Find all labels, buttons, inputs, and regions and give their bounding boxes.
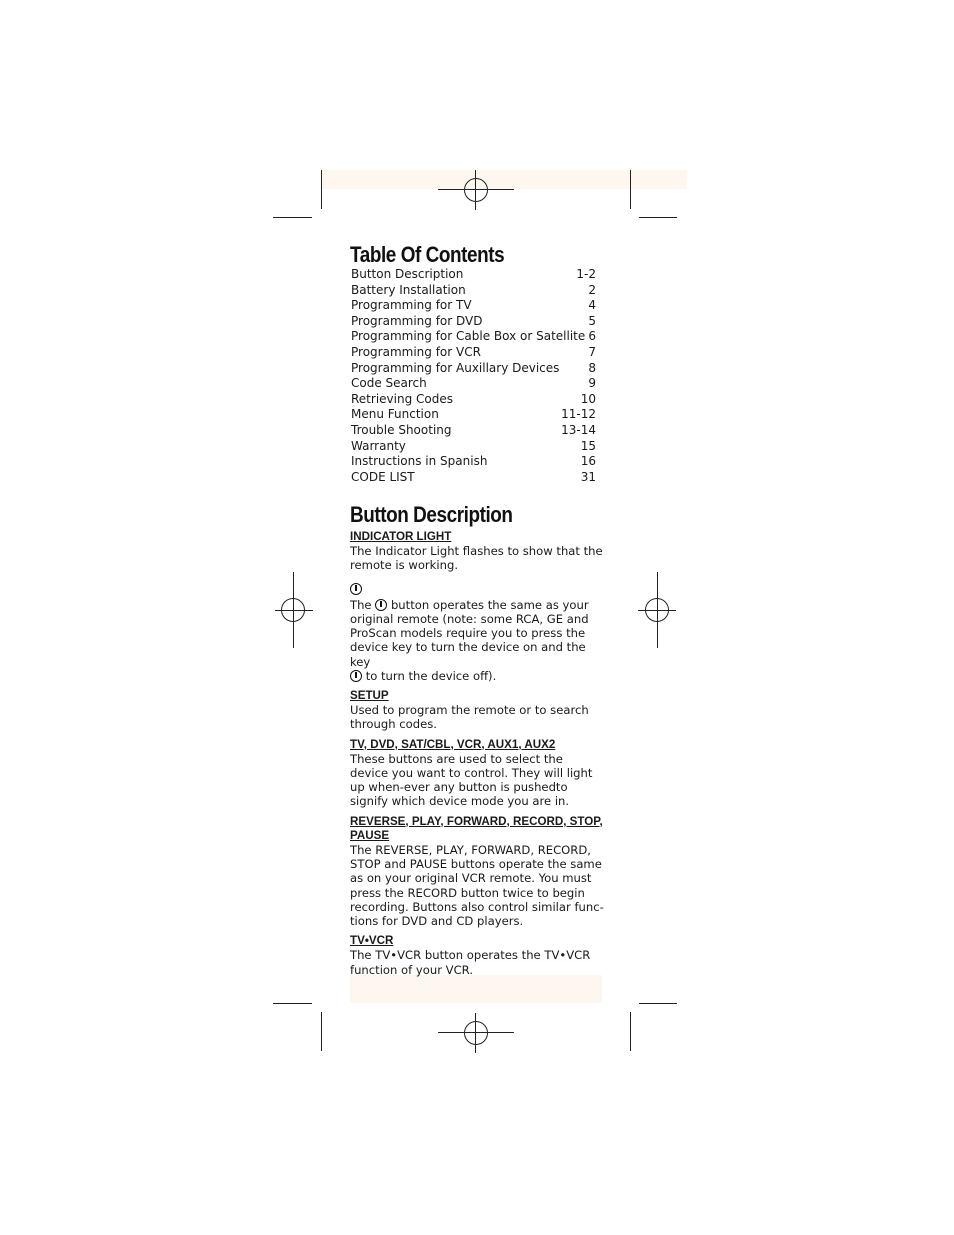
toc-label: Code Search bbox=[351, 376, 427, 391]
toc-page-number: 1-2 bbox=[576, 267, 596, 281]
toc-label: Programming for DVD bbox=[351, 313, 483, 328]
toc-page-number: 2 bbox=[588, 282, 596, 297]
transport-text: The REVERSE, PLAY, FORWARD, RECORD, STOP and PAUSE buttons operate the same as on your original VCR remote. You must press the RECORD button twice to begin recording. Buttons also control similar func-tions for DVD and CD players. bbox=[350, 843, 604, 929]
toc-row bbox=[350, 376, 596, 392]
toc-row bbox=[350, 470, 596, 486]
crop-mark bbox=[273, 217, 312, 218]
crop-mark bbox=[273, 1003, 312, 1004]
toc-label: Retrieving Codes bbox=[351, 391, 453, 406]
toc-list bbox=[350, 267, 596, 485]
toc-page-number: 7 bbox=[588, 344, 596, 359]
toc-label: Instructions in Spanish bbox=[351, 454, 488, 469]
toc-page-number: 13-14 bbox=[561, 422, 596, 437]
transport-heading: REVERSE, PLAY, FORWARD, RECORD, STOP, PAUSE bbox=[350, 814, 603, 842]
toc-label: Trouble Shooting bbox=[351, 422, 452, 437]
toc-row bbox=[350, 423, 596, 439]
toc-page-number: 10 bbox=[580, 391, 596, 406]
toc-page-number: 16 bbox=[580, 454, 596, 469]
toc-row bbox=[350, 329, 596, 345]
power-heading-icon bbox=[350, 583, 362, 595]
toc-row bbox=[350, 298, 596, 314]
crop-mark bbox=[321, 1012, 322, 1051]
toc-row bbox=[350, 439, 596, 455]
toc-page-number: 5 bbox=[588, 313, 596, 328]
crop-mark bbox=[639, 217, 677, 218]
toc-label: Programming for Auxillary Devices bbox=[351, 360, 560, 375]
toc-page-number: 8 bbox=[588, 360, 596, 375]
toc-label: Warranty bbox=[351, 438, 406, 453]
registration-mark-icon bbox=[638, 572, 676, 648]
power-icon bbox=[350, 670, 362, 682]
setup-heading: SETUP bbox=[350, 689, 389, 703]
bottom-tint-band bbox=[350, 975, 602, 1003]
toc-row bbox=[350, 314, 596, 330]
toc-row bbox=[350, 361, 596, 377]
tvvcr-text: The TV•VCR button operates the TV•VCR function of your VCR. bbox=[350, 948, 591, 977]
device-heading: TV, DVD, SAT/CBL, VCR, AUX1, AUX2 bbox=[350, 737, 556, 751]
power-icon bbox=[375, 599, 387, 611]
toc-label: Menu Function bbox=[351, 407, 439, 422]
tvvcr-heading: TV•VCR bbox=[350, 934, 394, 948]
toc-label: CODE LIST bbox=[351, 469, 415, 484]
registration-mark-icon bbox=[438, 1013, 514, 1053]
toc-label: Programming for TV bbox=[351, 298, 472, 313]
indicator-heading: INDICATOR LIGHT bbox=[350, 530, 452, 543]
toc-label: Programming for Cable Box or Satellite bbox=[351, 329, 586, 344]
toc-row bbox=[350, 454, 596, 470]
crop-mark bbox=[321, 170, 322, 209]
registration-mark-icon bbox=[275, 572, 313, 648]
toc-title: Table Of Contents bbox=[350, 242, 505, 267]
toc-label: Button Description bbox=[351, 267, 464, 281]
crop-mark bbox=[630, 1012, 631, 1051]
device-text: These buttons are used to select the device you want to control. They will light up when-ever any button is pushedto signify which device mode you are in. bbox=[350, 751, 593, 809]
section-title: Button Description bbox=[350, 502, 513, 527]
toc-row bbox=[350, 392, 596, 408]
power-text: The button operates the same as your original remote (note: some RCA, GE and ProScan models require you to press the device key to turn the device on and the key to turn the device off). bbox=[350, 597, 589, 683]
crop-mark bbox=[639, 1003, 677, 1004]
toc-label: Battery Installation bbox=[351, 282, 466, 297]
toc-page-number: 4 bbox=[588, 298, 596, 313]
toc-page-number: 9 bbox=[588, 376, 596, 391]
toc-page-number: 15 bbox=[580, 438, 596, 453]
toc-label: Programming for VCR bbox=[351, 344, 481, 359]
toc-row bbox=[350, 267, 596, 283]
toc-page-number: 11-12 bbox=[561, 407, 596, 422]
toc-page-number: 6 bbox=[588, 329, 596, 344]
setup-text: Used to program the remote or to search through codes. bbox=[350, 703, 589, 732]
toc-row bbox=[350, 407, 596, 423]
toc-row bbox=[350, 283, 596, 299]
indicator-text: The Indicator Light flashes to show that the remote is working. bbox=[350, 544, 603, 573]
crop-mark bbox=[630, 170, 631, 209]
registration-mark-icon bbox=[438, 170, 514, 210]
button-description bbox=[350, 530, 604, 977]
toc-row bbox=[350, 345, 596, 361]
toc-page-number: 31 bbox=[580, 469, 596, 484]
